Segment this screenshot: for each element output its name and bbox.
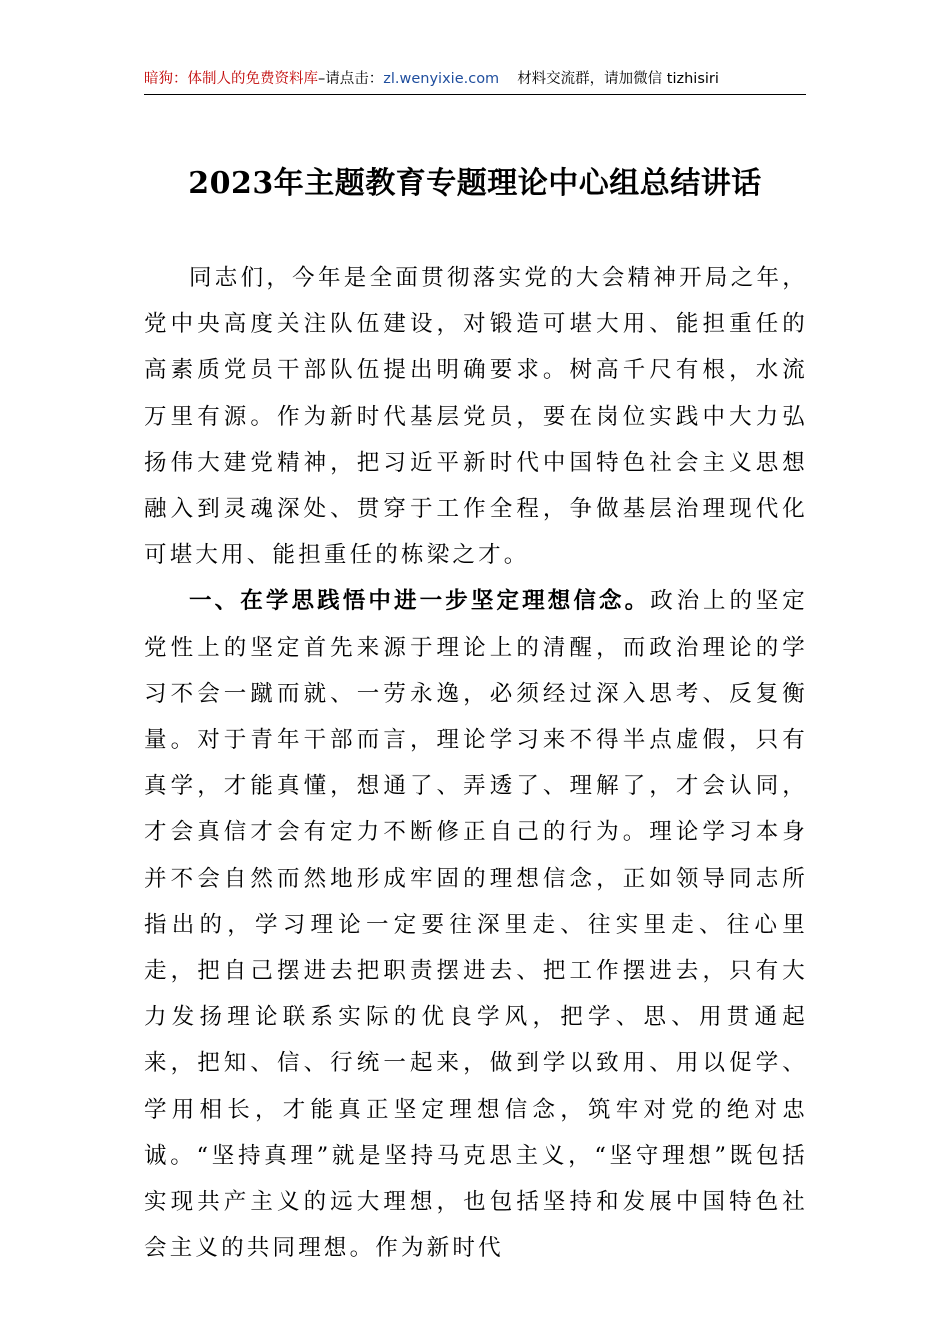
header-link-label: –请点击： xyxy=(318,71,384,87)
section-1-body: 政治上的坚定党性上的坚定首先来源于理论上的清醒，而政治理论的学习不会一蹴而就、一劳永逸，必须经过深入思考、反复衡量。对于青年干部而言，理论学习来不得半点虚假，只有真学，才能真懂，想通了、弄透了、理解了，才会认同，才会真信才会有定力不断修正自己的行为。理论学习本身并不会自然而然地形成牢固的理想信念，正如领导同志所指出的，学习理论一定要往深里走、往实里走、往心里走，把自己摆进去把职责摆进去、把工作摆进去，只有大力发扬理论联系实际的优良学风，把学、思、用贯通起来，把知、信、行统一起来，做到学以致用、用以促学、学用相长，才能真正坚定理想信念，筑牢对党的绝对忠诚。“坚持真理”就是坚持马克思主义，“坚守理想”既包括实现共产主义的远大理想，也包括坚持和发展中国特色社会主义的共同理想。作为新时代 xyxy=(144,588,808,1262)
paragraph-section-1 xyxy=(144,578,808,1271)
header-link-url[interactable]: zl.wenyixie.com xyxy=(383,71,500,87)
document-body xyxy=(144,255,808,1271)
document-title: 2023年主题教育专题理论中心组总结讲话 xyxy=(188,166,762,201)
section-1-heading: 一、在学思践悟中进一步坚定理想信念。 xyxy=(189,588,651,615)
header-group-note: 材料交流群，请加微信 tizhisiri xyxy=(517,71,719,87)
header-brand: 暗狗：体制人的免费资料库 xyxy=(144,71,318,87)
paragraph-intro: 同志们，今年是全面贯彻落实党的大会精神开局之年，党中央高度关注队伍建设，对锻造可堪大用、能担重任的高素质党员干部队伍提出明确要求。树高千尺有根，水流万里有源。作为新时代基层党员，要在岗位实践中大力弘扬伟大建党精神，把习近平新时代中国特色社会主义思想融入到灵魂深处、贯穿于工作全程，争做基层治理现代化可堪大用、能担重任的栋梁之才。 xyxy=(144,265,808,569)
page-header xyxy=(144,64,806,95)
